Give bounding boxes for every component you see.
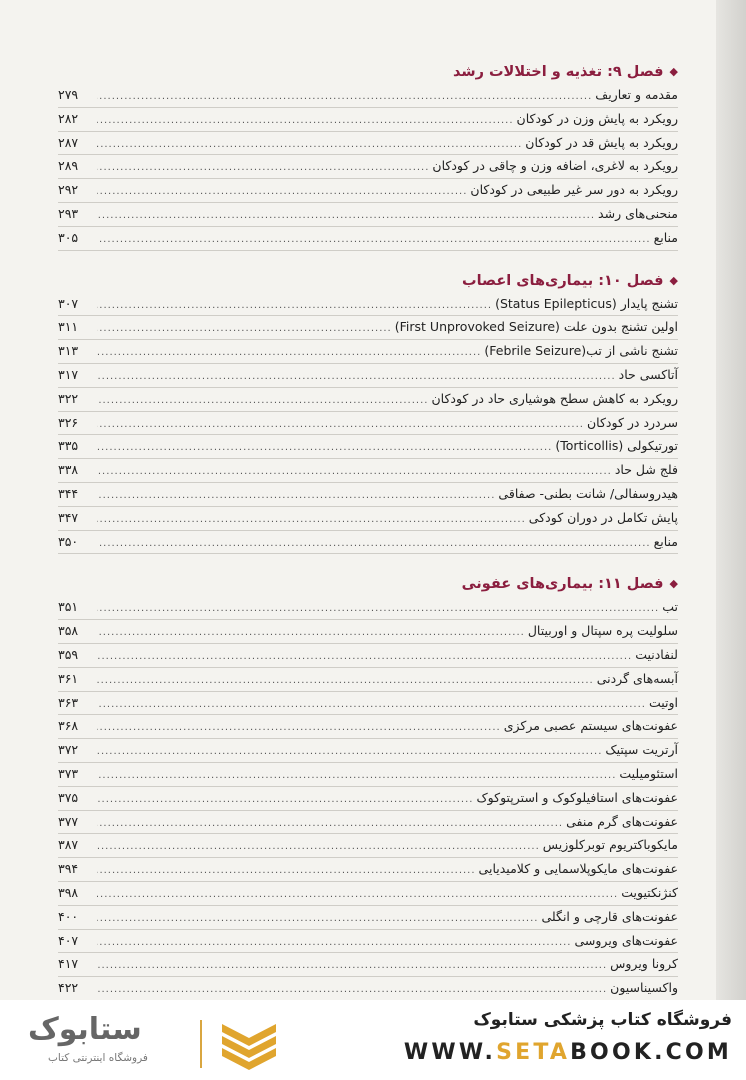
toc-entry: [58, 179, 678, 203]
entry-text: فلج شل حاد: [614, 462, 678, 478]
leader-dots: [97, 908, 538, 931]
chapter-9: [58, 60, 678, 251]
entry-page: ۳۳۵: [58, 438, 79, 454]
entry-page: ۳۱۳: [58, 343, 79, 359]
entry-page: ۳۷۲: [58, 742, 79, 758]
store-name: فروشگاه کتاب پزشکی ستابوک: [473, 1010, 732, 1030]
entry-text: آرتریت سپتیک: [605, 742, 678, 758]
leader-dots: [97, 955, 607, 978]
chapter-title-text: فصل ۹: تغذیه و اختلالات رشد: [452, 64, 664, 80]
toc-entry: [58, 293, 678, 317]
toc-entry: [58, 953, 678, 977]
leader-dots: [97, 229, 651, 252]
entry-page: ۳۶۱: [58, 670, 79, 686]
url-suffix: BOOK.COM: [570, 1040, 732, 1065]
diamond-bullet-icon: ◆: [669, 65, 678, 78]
toc-entry: [58, 531, 678, 555]
toc-entry: [58, 930, 678, 954]
entry-page: ۳۵۸: [58, 623, 79, 639]
entry-text: عفونت‌های قارچی و انگلی: [541, 908, 678, 924]
leader-dots: [97, 509, 526, 532]
entry-text: منابع: [653, 229, 678, 245]
entry-text: استئومیلیت: [619, 765, 678, 781]
entry-text: رویکرد به لاغری، اضافه وزن و چاقی در کودکان: [432, 158, 678, 174]
leader-dots: [97, 813, 563, 836]
entry-page: ۳۶۳: [58, 694, 79, 710]
entry-page: ۲۹۲: [58, 182, 79, 198]
entry-page: ۲۷۹: [58, 87, 79, 102]
entry-page: ۳۴۷: [58, 509, 79, 525]
leader-dots: [97, 295, 492, 318]
toc-entry: [58, 787, 678, 811]
entry-text: واکسیناسیون: [610, 980, 678, 996]
leader-dots: [97, 836, 540, 859]
toc-entry: [58, 364, 678, 388]
toc-entry: [58, 906, 678, 930]
entry-text: عفونت‌های استافیلوکوک و استرپتوکوک: [476, 789, 678, 805]
entry-page: ۳۰۵: [58, 229, 79, 245]
leader-dots: [97, 884, 618, 907]
leader-dots: [97, 342, 481, 365]
entry-page: ۳۱۷: [58, 366, 79, 382]
leader-dots: [97, 979, 607, 1002]
leader-dots: [97, 181, 467, 204]
entry-text: پایش تکامل در دوران کودکی: [528, 509, 678, 525]
entry-text: تب: [662, 599, 678, 615]
toc-entry: [58, 84, 678, 108]
leader-dots: [97, 533, 651, 556]
entry-text: رویکرد به کاهش سطح هوشیاری حاد در کودکان: [431, 390, 678, 406]
entry-page: ۳۵۹: [58, 646, 79, 662]
entry-page: ۳۷۵: [58, 789, 79, 805]
entry-page: ۳۴۴: [58, 485, 79, 501]
entry-page: ۲۸۹: [58, 158, 79, 174]
leader-dots: [97, 110, 514, 133]
toc-entry: [58, 435, 678, 459]
toc-entry: [58, 692, 678, 716]
chapter-title: [58, 269, 678, 293]
entry-text: کرونا ویروس: [610, 956, 678, 972]
toc-entry: [58, 227, 678, 251]
entry-text: سردرد در کودکان: [586, 414, 678, 430]
leader-dots: [97, 134, 522, 157]
toc-entry: [58, 203, 678, 227]
chapter-11: [58, 572, 678, 1001]
toc-entry: [58, 108, 678, 132]
entry-page: ۲۸۲: [58, 110, 79, 126]
entry-page: ۴۰۰: [58, 908, 79, 924]
chapter-title: [58, 60, 678, 84]
logo-text: ستابوک: [28, 1012, 142, 1047]
leader-dots: [97, 717, 501, 740]
table-of-contents: [58, 60, 678, 1019]
entry-page: ۳۵۱: [58, 599, 79, 615]
entry-text: آبسه‌های گردنی: [596, 670, 678, 686]
page-gutter: [716, 0, 746, 1000]
entry-page: ۲۸۷: [58, 134, 79, 150]
leader-dots: [97, 741, 602, 764]
entry-page: ۴۰۷: [58, 932, 79, 948]
toc-entry: [58, 412, 678, 436]
toc-entry: [58, 644, 678, 668]
entry-page: ۳۵۰: [58, 533, 79, 549]
entry-text: اولین تشنج بدون علت (First Unprovoked Seizure): [394, 319, 678, 335]
toc-entry: [58, 155, 678, 179]
leader-dots: [97, 932, 572, 955]
entry-page: ۲۹۳: [58, 205, 79, 221]
toc-entry: [58, 882, 678, 906]
url-highlight: SETA: [496, 1040, 571, 1065]
entry-page: ۳۰۷: [58, 295, 79, 311]
leader-dots: [97, 789, 473, 812]
entry-text: عفونت‌های سیستم عصبی مرکزی: [503, 718, 678, 734]
entry-page: ۳۹۴: [58, 861, 79, 877]
leader-dots: [97, 157, 429, 180]
chapter-title-text: فصل ۱۰: بیماری‌های اعصاب: [462, 272, 664, 289]
setabook-logo[interactable]: [28, 1012, 288, 1072]
toc-entry: [58, 132, 678, 156]
entry-text: سلولیت پره سپتال و اوربیتال: [527, 623, 678, 639]
leader-dots: [97, 437, 552, 460]
entry-page: ۳۶۸: [58, 718, 79, 734]
entry-page: ۳۷۷: [58, 813, 79, 829]
chapter-10: [58, 269, 678, 555]
leader-dots: [97, 598, 659, 621]
entry-page: ۴۲۲: [58, 980, 79, 996]
watermark-footer: [0, 1000, 746, 1080]
toc-entry: [58, 668, 678, 692]
leader-dots: [97, 461, 612, 484]
toc-entry: [58, 977, 678, 1001]
entry-text: منحنی‌های رشد: [598, 205, 678, 221]
entry-text: هیدروسفالی/ شانت بطنی- صفاقی: [498, 485, 678, 501]
entry-page: ۳۱۱: [58, 319, 79, 335]
entry-page: ۳۲۶: [58, 414, 79, 430]
entry-text: رویکرد به پایش وزن در کودکان: [516, 110, 678, 126]
entry-page: ۳۸۷: [58, 837, 79, 853]
toc-entry: [58, 715, 678, 739]
leader-dots: [97, 765, 616, 788]
leader-dots: [97, 622, 525, 645]
entry-text: آتاکسی حاد: [618, 366, 678, 382]
entry-text: تشنج پایدار (Status Epilepticus): [495, 295, 678, 311]
toc-entry: [58, 739, 678, 763]
leader-dots: [97, 646, 632, 669]
toc-entry: [58, 507, 678, 531]
entry-page: ۳۲۲: [58, 390, 79, 406]
leader-dots: [97, 318, 392, 341]
entry-page: ۴۱۷: [58, 956, 79, 972]
entry-text: عفونت‌های ویروسی: [574, 932, 678, 948]
toc-entry: [58, 340, 678, 364]
leader-dots: [97, 670, 594, 693]
entry-text: لنفادنیت: [635, 646, 678, 662]
chevron-stack-icon: [218, 1018, 280, 1070]
entry-page: ۳۳۸: [58, 462, 79, 478]
toc-entry: [58, 483, 678, 507]
toc-entry: [58, 858, 678, 882]
leader-dots: [97, 366, 616, 389]
chapter-title-text: فصل ۱۱: بیماری‌های عفونی: [461, 576, 664, 593]
logo-subtitle: فروشگاه اینترنتی کتاب: [48, 1052, 148, 1064]
entry-text: مایکوباکتریوم توبرکلوزیس: [542, 837, 678, 853]
entry-page: ۳۹۸: [58, 884, 79, 900]
toc-entry: [58, 316, 678, 340]
entry-text: عفونت‌های مایکوپلاسمایی و کلامیدیایی: [478, 861, 678, 877]
entry-page: ۳۷۳: [58, 765, 79, 781]
leader-dots: [97, 860, 476, 883]
entry-text: تورتیکولی (Torticollis): [555, 438, 678, 454]
toc-entry: [58, 459, 678, 483]
entry-text: اوتیت: [648, 694, 678, 710]
leader-dots: [97, 485, 495, 508]
entry-text: مقدمه و تعاریف: [595, 87, 678, 102]
leader-dots: [97, 86, 592, 109]
toc-entry: [58, 834, 678, 858]
diamond-bullet-icon: ◆: [669, 577, 678, 591]
entry-text: منابع: [653, 533, 678, 549]
toc-entry: [58, 596, 678, 620]
entry-text: رویکرد به پایش قد در کودکان: [525, 134, 678, 150]
entry-text: رویکرد به دور سر غیر طبیعی در کودکان: [470, 182, 678, 198]
toc-entry: [58, 811, 678, 835]
entry-text: تشنج ناشی از تب(Febrile Seizure): [484, 343, 678, 359]
logo-separator: [200, 1020, 202, 1068]
leader-dots: [97, 414, 584, 437]
toc-entry: [58, 763, 678, 787]
url-prefix: WWW.: [403, 1040, 497, 1065]
diamond-bullet-icon: ◆: [669, 273, 678, 287]
leader-dots: [97, 205, 595, 228]
toc-entry: [58, 620, 678, 644]
leader-dots: [97, 694, 646, 717]
leader-dots: [97, 390, 428, 413]
chapter-title: [58, 572, 678, 596]
toc-entry: [58, 388, 678, 412]
store-url[interactable]: [404, 1040, 732, 1065]
entry-text: کنژنکتیویت: [621, 884, 678, 900]
entry-text: عفونت‌های گرم منفی: [566, 813, 678, 829]
